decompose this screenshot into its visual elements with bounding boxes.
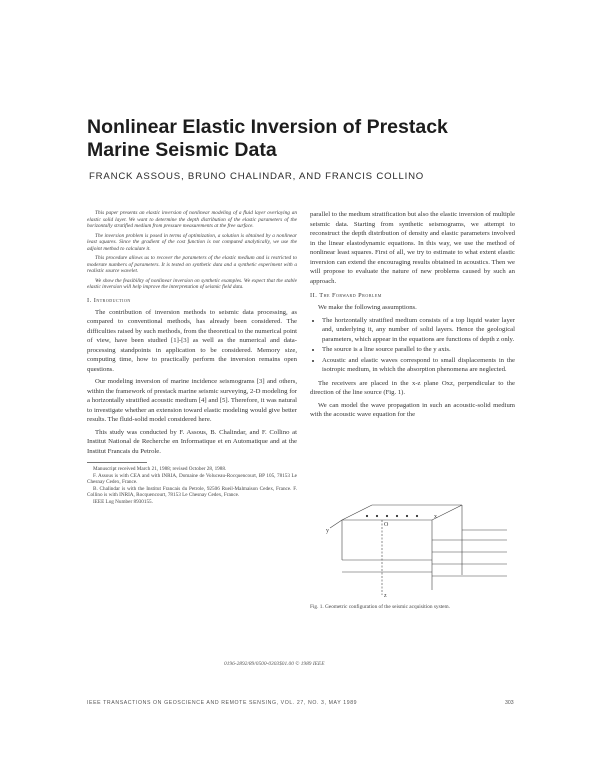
journal-footer: IEEE TRANSACTIONS ON GEOSCIENCE AND REMOTE SENSING, VOL. 27, NO. 3, MAY 1989 bbox=[87, 700, 358, 706]
x-axis-label: x bbox=[434, 514, 437, 520]
footnote: F. Assous is with CEA and with INRIA, Domaine de Voluceau-Rocquencourt, BP 105, 78153 Le Chesnay Cedex, France. bbox=[87, 472, 297, 486]
z-axis-label: z bbox=[384, 593, 387, 599]
intro-paragraph: This study was conducted by F. Assous, B. Chalindar, and F. Collino at Institut National de Recherche en Informatique et en Automatique and at the Institut Francais du Petrole. bbox=[87, 428, 297, 455]
figure-acquisition-geometry bbox=[322, 500, 512, 600]
origin-label: O bbox=[384, 522, 389, 528]
intro-paragraph: Our modeling inversion of marine incidence seismograms [3] and others, within the framework of prestack marine seismic surveying, 2-D modeling for a horizontally stratified acoustic medium [4] and [5]. Therefore, it was natural to investigate whether an extension toward elastic modeling would give better results. The fluid-solid model considered here. bbox=[87, 378, 297, 423]
free-surface-plane bbox=[342, 505, 462, 520]
left-column bbox=[87, 210, 297, 506]
footnote-divider bbox=[87, 462, 147, 463]
footnote: IEEE Log Number 8930155. bbox=[93, 498, 153, 505]
receiver-marker bbox=[366, 515, 368, 517]
assumptions-intro: We make the following assumptions. bbox=[318, 304, 417, 311]
right-column bbox=[310, 210, 515, 423]
y-axis-label: y bbox=[326, 528, 329, 534]
abstract-paragraph: This paper presents an elastic inversion of nonlinear modeling of a fluid layer overlaying an elastic solid layer. We want to determine the depth distribution of the elastic parameters of the horizontally stratified medium from pressure measurements at the free surface. bbox=[87, 210, 297, 229]
receiver-marker bbox=[406, 515, 408, 517]
list-item: • Acoustic and elastic waves correspond to small displacements in the isotropic medium, in which the absorption phenomena are neglected. bbox=[322, 356, 515, 375]
abstract-paragraph: We show the feasibility of nonlinear inversion on synthetic examples. We expect that the stable elastic inversion will help improve the interpretation of seismic field data. bbox=[87, 277, 297, 290]
section-heading-forward-problem: II. The Forward Problem bbox=[310, 292, 382, 299]
receiver-marker bbox=[376, 515, 378, 517]
footnote: B. Chalindar is with the Institut Francais du Petrole, 92506 Rueil-Malmaison Cedex, France. F. Collino is with INRIA, Rocquencourt, 78153 Le Chesnay Cedex, France. bbox=[87, 485, 297, 499]
author-list: FRANCK ASSOUS, BRUNO CHALINDAR, AND FRANCIS COLLINO bbox=[89, 171, 425, 182]
forward-paragraph: The receivers are placed in the x-z plane Oxz, perpendicular to the direction of the line source (Fig. 1). bbox=[310, 379, 515, 396]
forward-paragraph: We can model the wave propagation in such an acoustic-solid medium with the acoustic wave equation for the bbox=[310, 401, 515, 418]
section-heading-introduction: I. Introduction bbox=[87, 296, 131, 304]
abstract bbox=[87, 210, 297, 291]
abstract-paragraph: This procedure allows us to recover the parameters of the elastic medium and is restricted to moderate numbers of parameters. It is tested on synthetic data and a synthetic experiment with a realistic source wavelet. bbox=[87, 255, 297, 274]
figure-caption: Fig. 1. Geometric configuration of the seismic acquisition system. bbox=[310, 604, 450, 610]
copyright-line: 0196-2892/89/0500-0303$01.00 © 1989 IEEE bbox=[224, 661, 325, 667]
paper-title: Nonlinear Elastic Inversion of Prestack Marine Seismic Data bbox=[87, 116, 448, 161]
y-axis bbox=[330, 520, 342, 528]
abstract-paragraph: The inversion problem is posed in terms of optimization, a solution is obtained by a nonlinear least squares. Since the gradient of the cost function is not computed analytically, we use the adjoint method to calculate it. bbox=[87, 232, 297, 252]
intro-paragraph: The contribution of inversion methods to seismic data processing, as compared to conventional methods, has already been considered. The difficulties raised by such methods, from the theoretical to the numerical point of view, have been studied [1]-[3] as well as the numerical and data-processing standpoints in application to be considered. Memory size, computing time, how to practically perform the inversion remains open questions. bbox=[87, 308, 297, 373]
receiver-marker bbox=[416, 515, 418, 517]
intro-continuation: parallel to the medium stratification but also the elastic inversion of multiple seismic data. Starting from synthetic seismograms, we attempt to reconstruct the depth distribution of density and elastic parameters involved in the linear elastodynamic equations. In this way, we use the method of nonlinear least squares. First of all, we try to estimate to what extent elastic inversion can extend the encouraging results obtained in acoustics. Then we will propose to evaluate the nature of new problems caused by such an approach. bbox=[310, 211, 515, 285]
receiver-marker bbox=[396, 515, 398, 517]
footnote: Manuscript received March 21, 1988; revised October 28, 1988. bbox=[93, 466, 227, 472]
receiver-marker bbox=[386, 515, 388, 517]
list-item: • The source is a line source parallel to the y axis. bbox=[322, 345, 515, 355]
assumption-list bbox=[310, 316, 515, 375]
list-item: • The horizontally stratified medium consists of a top liquid water layer and, underlying it, any number of solid layers. Hence the geological parameters, which appear in the equations are functions of depth z only. bbox=[322, 316, 515, 345]
page-number: 303 bbox=[505, 700, 514, 706]
